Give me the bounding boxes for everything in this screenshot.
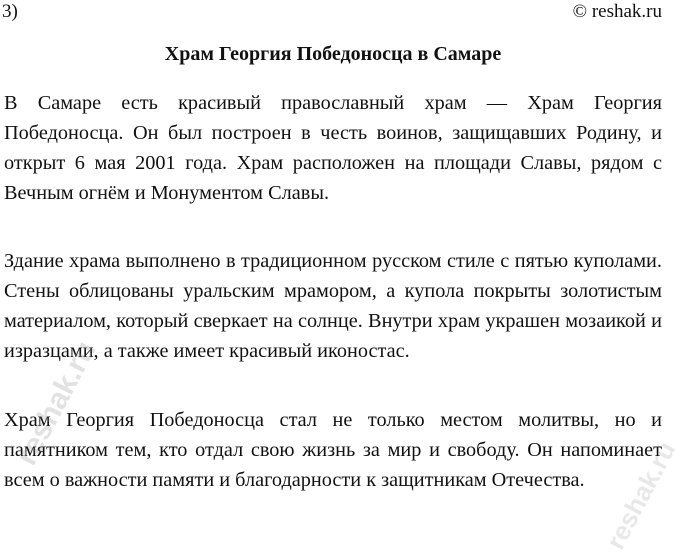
copyright-label: © reshak.ru: [572, 1, 662, 22]
question-number: 3): [2, 1, 18, 22]
paragraph-3: Храм Георгия Победоносца стал не только местом молитвы, но и памятником тем, кто отдал свою жизнь за мир и свободу. Он напоминает всем о важности памяти и благодарности к защитникам Отечества.: [4, 409, 662, 491]
watermark-right: reshak.ru: [600, 436, 682, 555]
document-title: Храм Георгия Победоносца в Самаре: [164, 43, 502, 65]
paragraph-2: Здание храма выполнено в традиционном русском стиле с пятью куполами. Стены облицованы уральским мрамором, а купола покрыты золотистым материалом, который сверкает на солнце. Внутри храм украшен мозаикой и изразцами, а также имеет красивый иконостас.: [4, 250, 662, 362]
paragraph-1: В Самаре есть красивый православный храм — Храм Георгия Победоносца. Он был построен в честь воинов, защищавших Родину, и открыт 6 мая 2001 года. Храм расположен на площади Славы, рядом с Вечным огнём и Монументом Славы.: [4, 92, 662, 204]
watermark-left: reshak.ru: [10, 335, 103, 471]
